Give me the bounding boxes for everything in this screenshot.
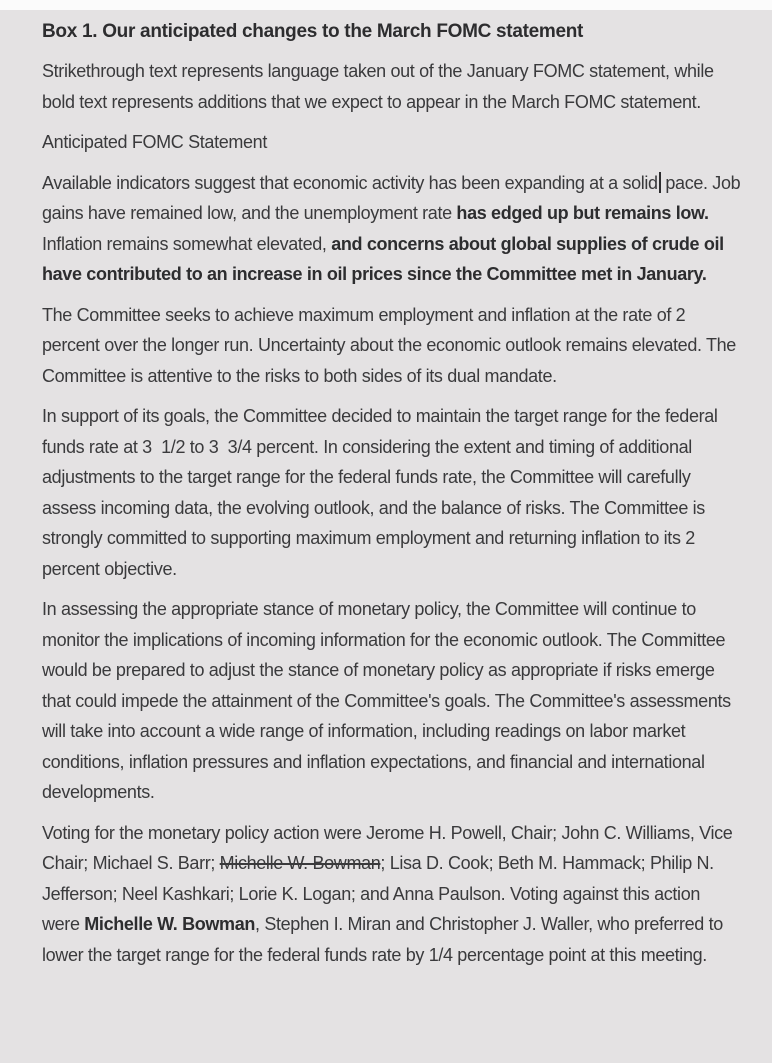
paragraph-economic-activity: [42, 168, 742, 290]
text-run: ; Lisa D. Cook; Beth M. Hammack; Philip N. Jefferson; Neel Kashkari; Lorie K. Logan; and Anna Paulson. Voting against this action were: [42, 853, 714, 934]
bold-run: has edged up but remains low.: [456, 203, 709, 223]
paragraph-voting: [42, 818, 742, 971]
paragraph-dual-mandate: [42, 300, 742, 392]
text-run: Voting for the monetary policy action were Jerome H. Powell, Chair; John C. Williams, Vice Chair; Michael S. Barr;: [42, 822, 733, 873]
bold-run: Michelle W. Bowman: [84, 914, 256, 934]
paragraph-statement-label: [42, 127, 742, 158]
text-run: In support of its goals, the Committee decided to maintain the target range for the federal funds rate at 3 1/2 to 3 3/4 percent. In considering the extent and timing of additional adjustments to the target range for the federal funds rate, the Committee will carefully assess incoming data, the evolving outlook, and the balance of risks. The Committee is strongly committed to supporting maximum employment and returning inflation to its 2 percent objective.: [42, 406, 718, 579]
fomc-statement-box[interactable]: [0, 10, 772, 1063]
document-body: [42, 56, 742, 970]
text-run: In assessing the appropriate stance of monetary policy, the Committee will continue to monitor the implications of incoming information for the economic outlook. The Committee would be prepared to adjust the stance of monetary policy as appropriate if risks emerge that could impede the attainment of the Committee's goals. The Committee's assessments will take into account a wide range of information, including readings on labor market conditions, inflation pressures and inflation expectations, and financial and international developments.: [42, 599, 731, 802]
paragraph-legend: [42, 56, 742, 117]
bold-run: and concerns about global supplies of crude oil have contributed to an increase in oil prices since the Committee met in January.: [42, 233, 724, 284]
box-title: Box 1. Our anticipated changes to the March FOMC statement: [42, 21, 584, 42]
paragraph-policy-stance: [42, 594, 742, 808]
text-run: , Stephen I. Miran and Christopher J. Waller, who preferred to lower the target range for the federal funds rate by 1/4 percentage point at this meeting.: [42, 914, 723, 965]
text-run: pace. Job gains have remained low, and the unemployment rate: [42, 172, 741, 223]
text-run: Strikethrough text represents language taken out of the January FOMC statement, while bold text represents additions that we expect to appear in the March FOMC statement.: [42, 61, 714, 112]
paragraph-target-range: [42, 401, 742, 584]
strikethrough-run: Michelle W. Bowman: [219, 853, 381, 873]
text-run: Available indicators suggest that economic activity has been expanding at a solid: [42, 172, 658, 193]
text-run: The Committee seeks to achieve maximum employment and inflation at the rate of 2 percent over the longer run. Uncertainty about the economic outlook remains elevated. The Committee is attentive to the risks to both sides of its dual mandate.: [42, 304, 736, 386]
text-run: Anticipated FOMC Statement: [42, 132, 267, 152]
text-run: Inflation remains somewhat elevated,: [42, 233, 332, 254]
